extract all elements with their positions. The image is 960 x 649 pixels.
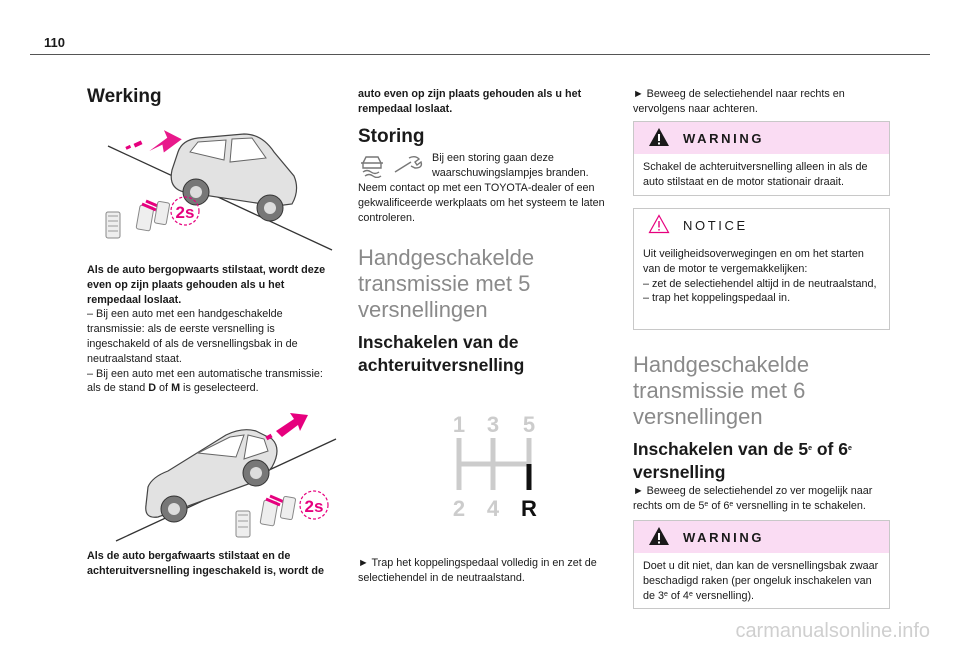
w2-sup-2: e: [688, 590, 693, 598]
downhill-bold: Als de auto bergafwaarts stilstaat en de achteruitversnelling ingeschakeld is, wordt de: [87, 550, 324, 577]
uphill-item-auto-a: – Bij een auto met een automatische transmissie: als de stand: [87, 367, 323, 395]
h56-sup-2: e: [847, 445, 852, 452]
notice-head: [634, 209, 889, 241]
storing-text-part2: Neem contact op met een TOYOTA-dealer of een gekwalificeerde werkplaats om het systeem te laten controleren.: [358, 182, 605, 224]
page-number: 110: [44, 35, 65, 50]
badge-2s-bottom: 2s: [304, 497, 324, 516]
uphill-item-manual: – Bij een auto met een handgeschakelde transmissie: als de eerste versnelling is ingeschakeld of als de versnellingsbak in de neutraalstand staat.: [87, 308, 298, 365]
warning-text-2: [634, 553, 889, 609]
warning-head-2: [634, 521, 889, 553]
heading-reverse: Inschakelen van de achteruitversnelling: [358, 332, 525, 375]
notice-box: [633, 208, 890, 330]
notice-text: [634, 241, 889, 312]
gear-diagram-5: [445, 408, 550, 520]
downhill-bold-cont: auto even op zijn plaats gehouden als u het rempedaal loslaat.: [358, 88, 582, 115]
storing-text-part1: Bij een storing gaan deze waarschuwingslampjes branden.: [432, 152, 589, 179]
car-skid-warning-icon: [361, 157, 383, 178]
notice-label: NOTICE: [683, 218, 748, 233]
uphill-gear-d: D: [148, 382, 157, 395]
warning-box-1: [633, 121, 890, 196]
bullet-move-right: ► Beweeg de selectiehendel naar rechts en vervolgens naar achteren.: [633, 88, 845, 115]
h56-pre: Inschakelen van de 5: [633, 439, 809, 459]
gear-4: 4: [486, 496, 500, 520]
gear-3: 3: [486, 412, 500, 437]
gear-r: R: [521, 496, 537, 520]
h56-post: versnelling: [633, 462, 726, 482]
b56-sup-1: e: [704, 500, 709, 508]
b56-pre: ► Beweeg de selectiehendel zo ver mogelijk naar rechts om de 5: [633, 485, 873, 512]
w2-mid: of 4: [667, 589, 689, 602]
uphill-gear-m: M: [171, 382, 181, 395]
arrow-up-right-icon: [265, 413, 308, 440]
heading-5-speed: Handgeschakelde transmissie met 5 versnellingen: [358, 245, 535, 322]
warning-head-1: [634, 122, 889, 154]
notice-line-1: Uit veiligheidsoverwegingen en om het starten van de motor te vergemakkelijken:: [643, 248, 864, 275]
warning-box-2: [633, 520, 890, 609]
w2-sup-1: e: [664, 590, 668, 598]
w2-pre: Doet u dit niet, dan kan de versnellingsbak zwaar beschadigd raken (per ongeluk inschakelen van de 3: [643, 560, 879, 602]
heading-werking: Werking: [87, 86, 162, 107]
heading-storing: Storing: [358, 126, 425, 147]
watermark-footer: carmanualsonline.info: [735, 620, 930, 642]
pedals-icon-2: [236, 496, 296, 537]
top-rule: [30, 54, 930, 55]
warning-label-1: WARNING: [683, 131, 765, 146]
illustration-downhill: [86, 405, 338, 545]
heading-6-speed: Handgeschakelde transmissie met 6 versnellingen: [633, 352, 810, 429]
uphill-item-auto-c: is geselecteerd.: [180, 382, 259, 395]
notice-triangle-icon: [648, 214, 670, 234]
w2-post: versnelling).: [692, 589, 755, 602]
gear-2: 2: [452, 496, 466, 520]
uphill-item-auto: [87, 367, 339, 397]
b56-sup-2: e: [729, 500, 734, 508]
gear-1: 1: [452, 412, 466, 437]
warning-triangle-icon: [648, 127, 670, 147]
warning-text-1: Schakel de achteruitversnelling alleen in als de auto stilstaat en de motor stationair draait.: [643, 161, 868, 188]
wrench-warning-icon: [395, 157, 421, 172]
b56-mid: of 6: [708, 499, 730, 512]
badge-2s-top: 2s: [175, 203, 195, 222]
bullet-clutch: ► Trap het koppelingspedaal volledig in en zet de selectiehendel in de neutraalstand.: [358, 557, 597, 584]
car-downhill-icon: [146, 430, 277, 522]
warning-label-2: WARNING: [683, 530, 765, 545]
h56-mid: of 6: [812, 439, 848, 459]
bullet-5th-6th: [633, 484, 889, 514]
illustration-uphill: [86, 108, 336, 260]
notice-line-3: – trap het koppelingspedaal in.: [643, 292, 791, 305]
arrow-up-left-icon: [125, 127, 183, 155]
heading-5th-6th: [633, 438, 889, 484]
notice-line-2: – zet de selectiehendel altijd in de neutraalstand,: [643, 277, 877, 290]
warning-lamps-icons: [359, 152, 425, 178]
pedals-icon: [106, 201, 170, 238]
uphill-text: [87, 263, 339, 396]
b56-post: versnelling in te schakelen.: [733, 499, 866, 512]
uphill-bold: Als de auto bergopwaarts stilstaat, wordt deze even op zijn plaats gehouden als u het rempedaal loslaat.: [87, 264, 326, 306]
warning-triangle-icon-2: [648, 526, 670, 546]
h56-sup-1: e: [808, 445, 812, 452]
uphill-item-auto-b: of: [156, 382, 172, 395]
gear-5: 5: [522, 412, 536, 437]
